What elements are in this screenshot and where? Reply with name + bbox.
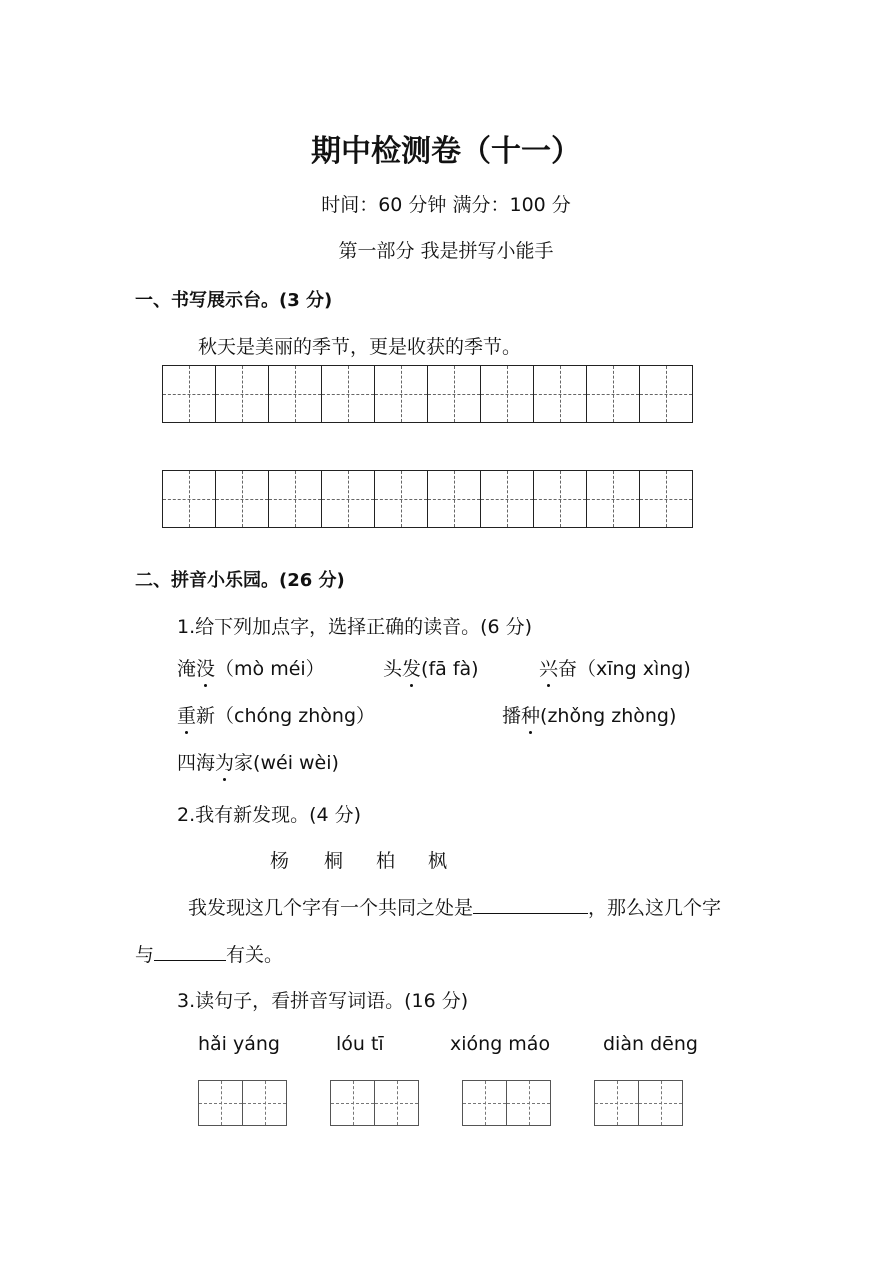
item-text: 头 (383, 658, 403, 680)
q2-char: 杨 (270, 850, 290, 872)
grid-cell[interactable] (162, 365, 216, 423)
item-text: 家 (234, 752, 254, 774)
grid-cell[interactable] (215, 470, 269, 528)
q2-prompt: 2.我有新发现。(4 分) (177, 804, 362, 826)
dotted-char: 重 (177, 701, 196, 728)
writing-grid-row-2[interactable] (162, 470, 693, 528)
item-options: (fā fà) (421, 658, 479, 680)
section2-heading: 二、拼音小乐园。(26 分) (135, 570, 345, 591)
q2-line-2 (135, 940, 283, 967)
q2-text: 有关。 (226, 944, 284, 966)
grid-cell[interactable] (374, 470, 428, 528)
grid-cell[interactable] (480, 365, 534, 423)
answer-cell[interactable] (594, 1080, 639, 1126)
grid-cell[interactable] (586, 365, 640, 423)
section1-sentence: 秋天是美丽的季节，更是收获的季节。 (198, 336, 522, 358)
grid-cell[interactable] (321, 365, 375, 423)
answer-cell[interactable] (198, 1080, 243, 1126)
q2-text: ，那么这几个字 (588, 897, 722, 919)
answer-blank[interactable] (473, 913, 588, 914)
answer-cell[interactable] (242, 1080, 287, 1126)
grid-cell[interactable] (427, 470, 481, 528)
answer-box-pair[interactable] (594, 1080, 683, 1126)
q2-text: 我发现这几个字有一个共同之处是 (188, 897, 474, 919)
answer-blank[interactable] (154, 960, 226, 961)
q1-prompt: 1.给下列加点字，选择正确的读音。(6 分) (177, 616, 533, 638)
part-heading: 第一部分 我是拼写小能手 (338, 240, 554, 262)
dotted-char: 为 (215, 748, 234, 775)
item-text: 淹 (177, 658, 197, 680)
grid-cell[interactable] (533, 470, 587, 528)
grid-cell[interactable] (586, 470, 640, 528)
grid-cell[interactable] (162, 470, 216, 528)
grid-cell[interactable] (639, 470, 693, 528)
exam-meta: 时间：60 分钟 满分：100 分 (321, 194, 571, 216)
q2-line-1 (188, 893, 721, 920)
answer-box-pair[interactable] (198, 1080, 287, 1126)
writing-grid-row-1[interactable] (162, 365, 693, 423)
answer-cell[interactable] (330, 1080, 375, 1126)
grid-cell[interactable] (374, 365, 428, 423)
q2-char: 枫 (428, 850, 448, 872)
pinyin-label: diàn dēng (603, 1033, 698, 1055)
item-text: 新 (196, 705, 216, 727)
item-options: （xīng xìng) (577, 658, 691, 680)
answer-box-pair[interactable] (462, 1080, 551, 1126)
grid-cell[interactable] (533, 365, 587, 423)
dotted-char: 发 (402, 654, 421, 681)
item-text: 奋 (558, 658, 578, 680)
item-options: （chóng zhòng） (215, 705, 376, 727)
item-options: （mò méi） (215, 658, 325, 680)
q1-item (502, 701, 676, 728)
item-text: 播 (502, 705, 522, 727)
dotted-char: 种 (521, 701, 540, 728)
answer-box-pair[interactable] (330, 1080, 419, 1126)
answer-cell[interactable] (506, 1080, 551, 1126)
pinyin-label: hǎi yáng (198, 1033, 280, 1055)
page-title: 期中检测卷（十一） (311, 134, 581, 169)
q1-item (177, 701, 375, 728)
q1-item (177, 654, 325, 681)
grid-cell[interactable] (321, 470, 375, 528)
grid-cell[interactable] (268, 365, 322, 423)
answer-cell[interactable] (462, 1080, 507, 1126)
q2-char: 桐 (324, 850, 344, 872)
pinyin-label: xióng máo (450, 1033, 551, 1055)
answer-cell[interactable] (374, 1080, 419, 1126)
grid-cell[interactable] (427, 365, 481, 423)
section1-heading: 一、书写展示台。(3 分) (135, 290, 333, 311)
grid-cell[interactable] (639, 365, 693, 423)
q1-item (177, 748, 339, 775)
q2-char: 柏 (376, 850, 396, 872)
grid-cell[interactable] (480, 470, 534, 528)
q1-item (539, 654, 691, 681)
grid-cell[interactable] (215, 365, 269, 423)
pinyin-label: lóu tī (336, 1033, 384, 1055)
q2-text: 与 (135, 944, 155, 966)
q1-item (383, 654, 479, 681)
item-options: (zhǒng zhòng) (540, 705, 677, 727)
dotted-char: 没 (196, 654, 215, 681)
answer-cell[interactable] (638, 1080, 683, 1126)
grid-cell[interactable] (268, 470, 322, 528)
item-options: (wéi wèi) (253, 752, 339, 774)
dotted-char: 兴 (539, 654, 558, 681)
item-text: 四海 (177, 752, 216, 774)
q3-prompt: 3.读句子，看拼音写词语。(16 分) (177, 990, 469, 1012)
